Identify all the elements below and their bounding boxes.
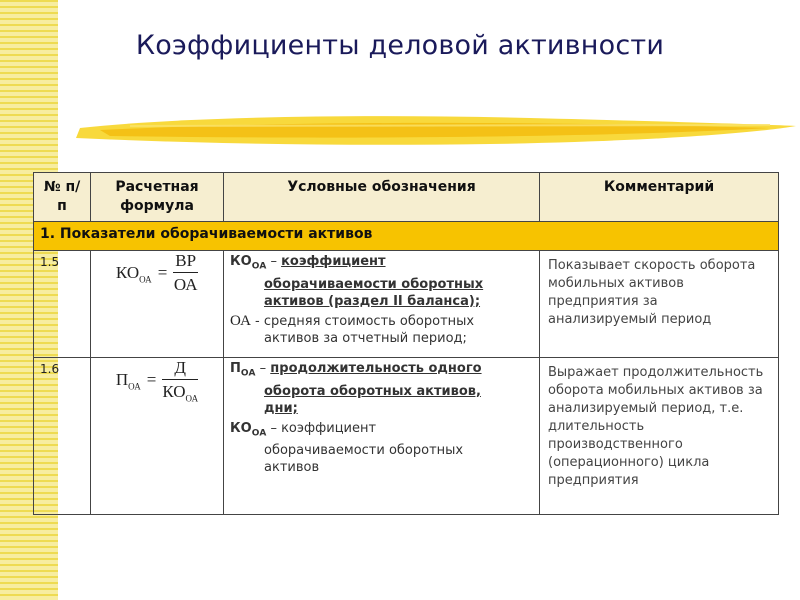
header-formula: Расчетная формула [91, 173, 224, 222]
header-designations: Условные обозначения [224, 173, 540, 222]
designation-1: $П_{ОА}$ – продолжительность одного [230, 361, 482, 379]
header-comment: Комментарий [540, 173, 779, 222]
designation-1-cont: оборачиваемости оборотных [264, 276, 484, 292]
comment-cell: Выражает продолжительность оборота мобильных активов за анализируемый период, т.е. длительность производственного (операционного) цикла предприятия [540, 358, 779, 515]
row-number: 1.6 [34, 358, 91, 515]
section-title: 1. Показатели оборачиваемости активов [34, 222, 779, 251]
activity-table [33, 172, 779, 515]
formula-lhs: $КО_{ОА}$ [115, 262, 152, 284]
numerator: ВР [173, 251, 198, 273]
table-row [34, 251, 779, 358]
section-row [34, 222, 779, 251]
designation-1-cont: дни; [264, 400, 298, 416]
table-header-row [34, 173, 779, 222]
designation-1-cont: активов (раздел II баланса); [264, 293, 481, 309]
designations-cell [224, 358, 540, 515]
designation-2-cont: оборачиваемости оборотных [264, 443, 464, 459]
formula-fraction [173, 251, 198, 295]
designation-1: $КО_{ОА}$ – коэффициент [230, 254, 386, 272]
designation-2: $КО_{ОА}$ – коэффициент [230, 420, 377, 439]
row-number: 1.5 [34, 251, 91, 358]
highlighter-stroke [70, 108, 800, 152]
designation-2: ОА - средняя стоимость оборотных [230, 312, 475, 329]
numerator: Д [162, 358, 198, 380]
equals-sign: = [146, 370, 157, 390]
designations-cell [224, 251, 540, 358]
formula-fraction [162, 358, 198, 403]
denominator: $КО_{ОА}$ [162, 382, 199, 404]
formula-cell [91, 358, 224, 515]
equals-sign: = [157, 262, 168, 282]
header-num: № п/п [34, 173, 91, 222]
designation-2-cont: активов за отчетный период; [264, 330, 467, 346]
page-title: Коэффициенты деловой активности [135, 30, 665, 61]
designation-2-cont: активов [264, 460, 320, 476]
denominator: ОА [173, 275, 198, 294]
formula-lhs: $П_{ОА}$ [115, 370, 141, 392]
formula-cell [91, 251, 224, 358]
table-row [34, 358, 779, 515]
designation-1-cont: оборота оборотных активов, [264, 383, 481, 399]
comment-cell: Показывает скорость оборота мобильных активов предприятия за анализируемый период [540, 251, 779, 358]
